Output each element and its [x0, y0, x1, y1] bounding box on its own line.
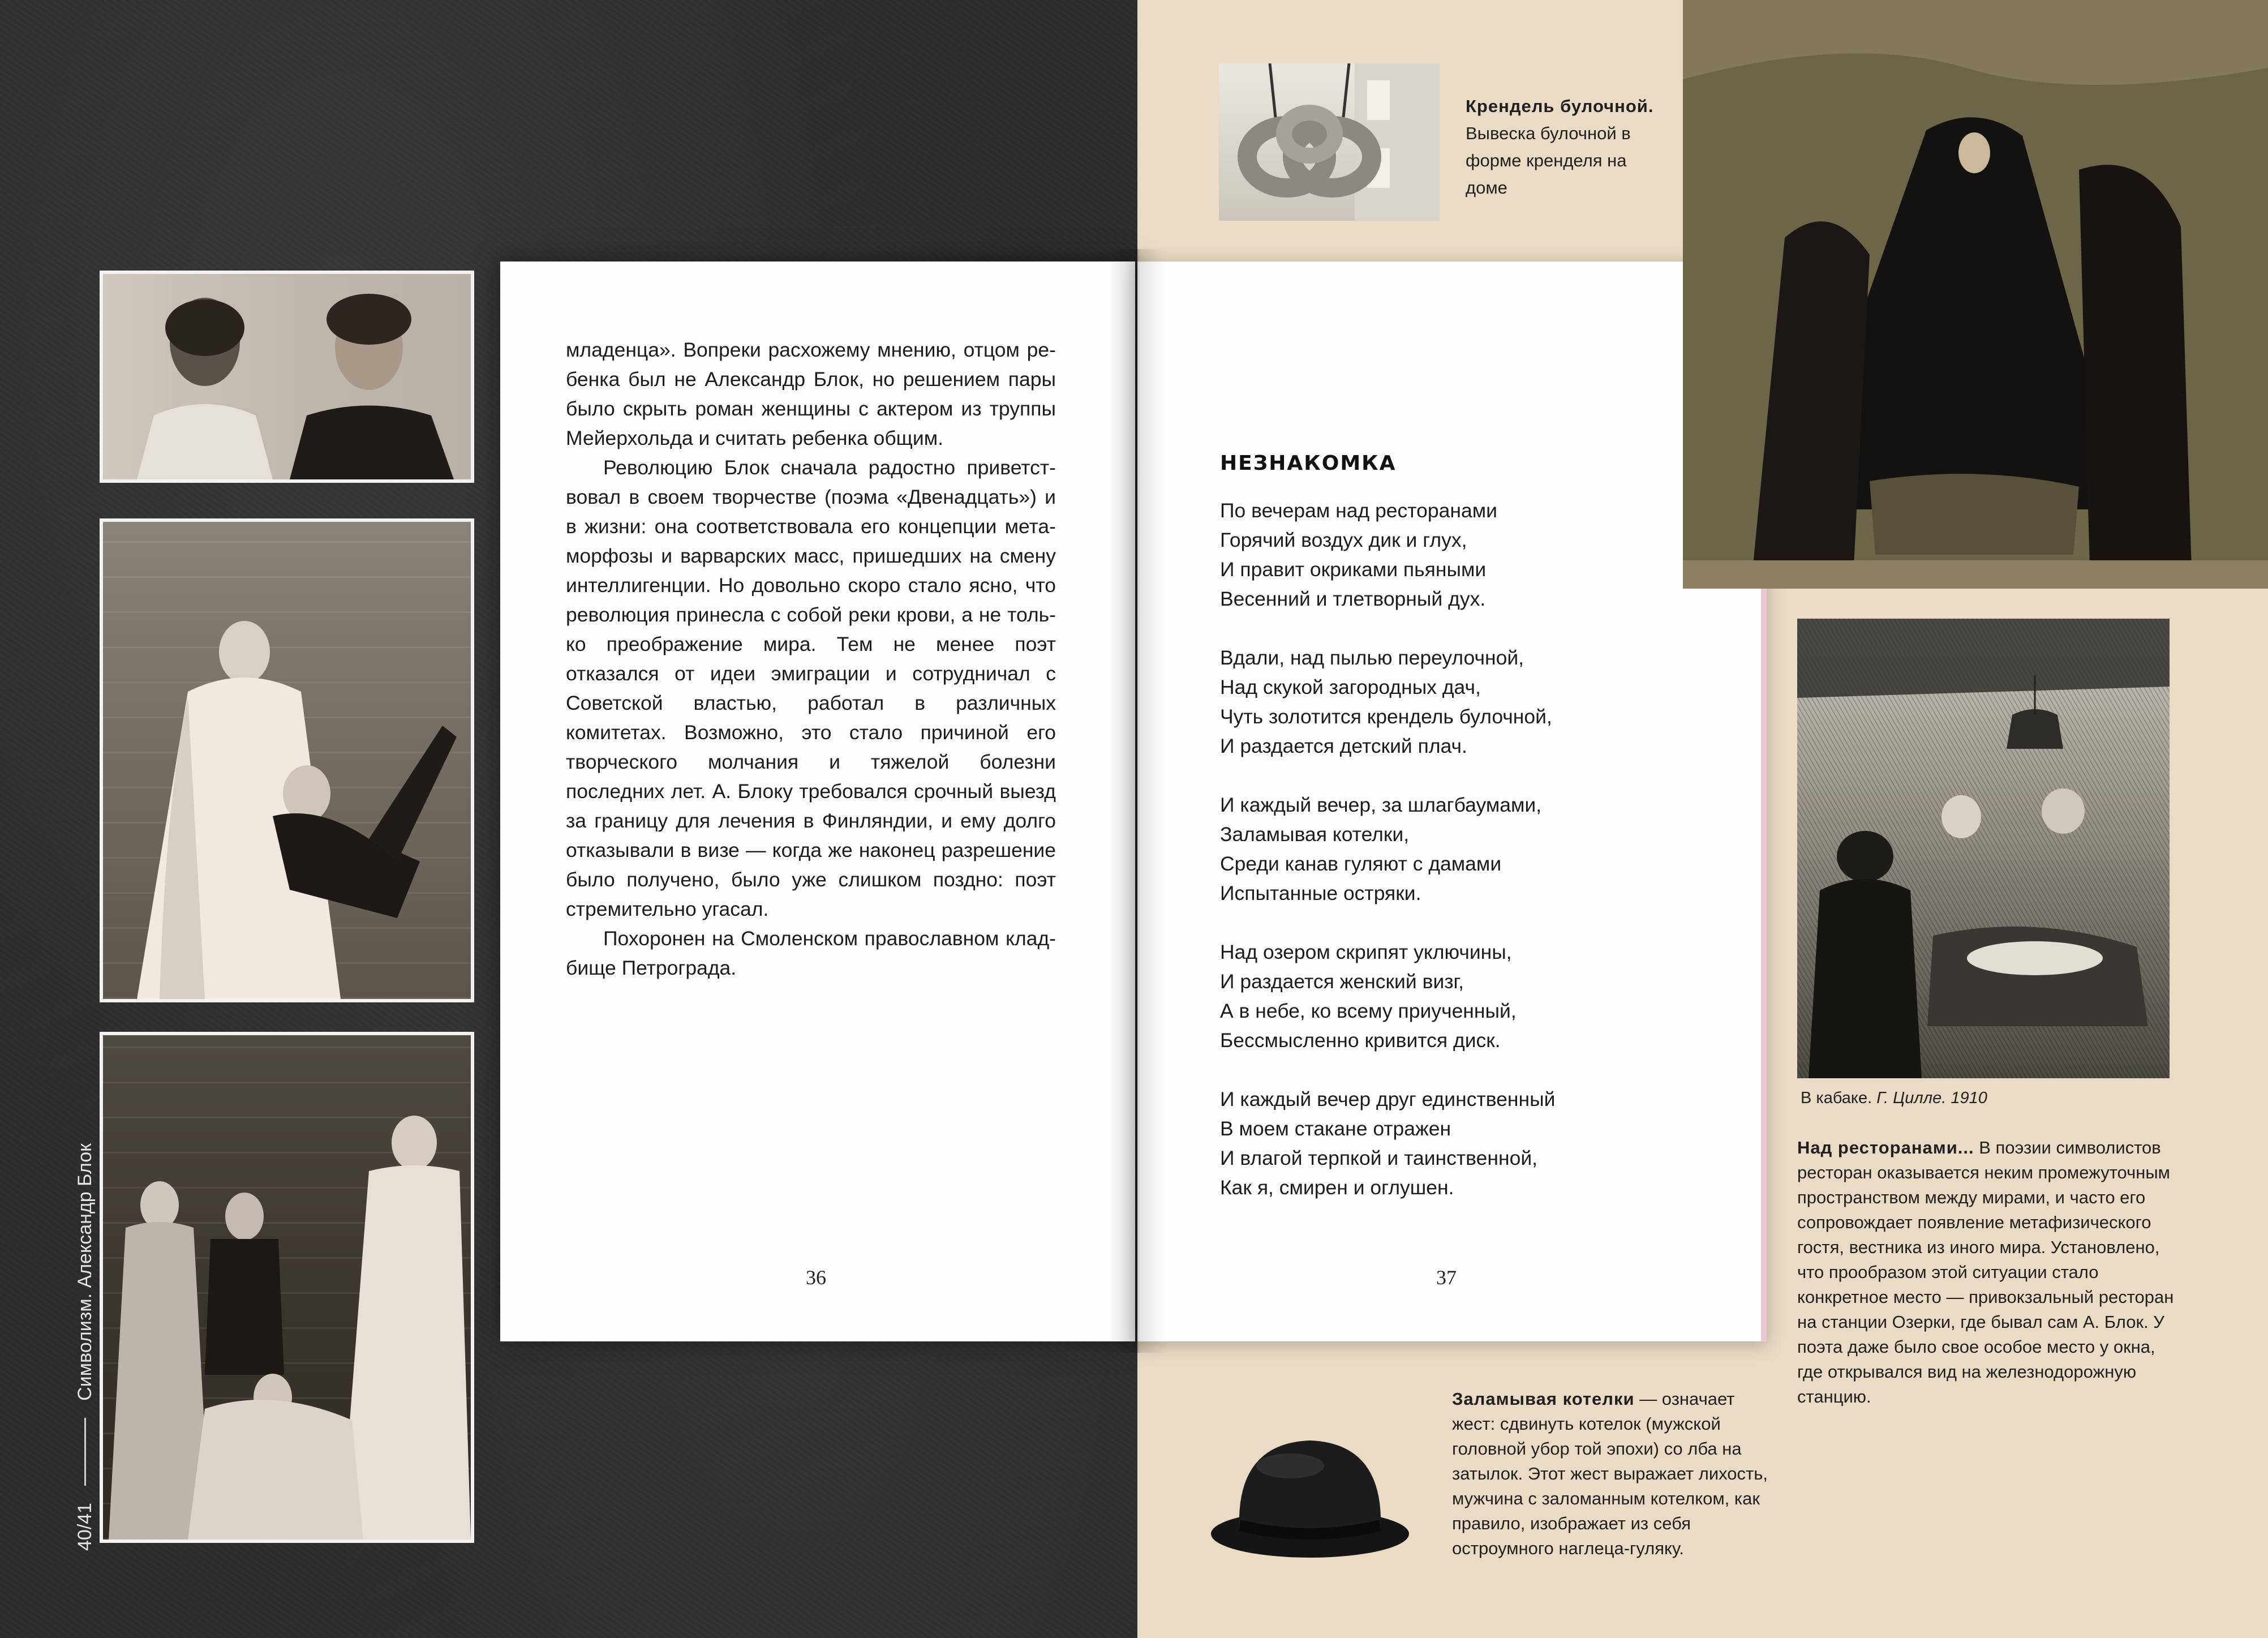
pretzel-sign-photo	[1219, 63, 1440, 221]
stranger-painting	[1683, 0, 2268, 589]
poem-line: А в небе, ко всему приученный,	[1220, 1000, 1517, 1022]
pretzel-sign-image	[1219, 63, 1440, 221]
poem-line: Весенний и тлетворный дух.	[1220, 588, 1486, 610]
page-number-left: 36	[806, 1266, 826, 1289]
stanza	[1220, 496, 1673, 614]
runner-rule	[84, 1418, 86, 1486]
pretzel-caption	[1466, 93, 1658, 201]
restaurants-caption-title: Над ресторанами...	[1797, 1138, 1974, 1157]
poem-line: Испытанные остряки.	[1220, 882, 1421, 904]
restaurants-caption-text: В поэзии символистов ресторан оказывается неким промежуточным пространством между мирами, и часто его сопровождает появление метафизического гостя, вестника из иного мира. Установлено, что прообразом этой ситуации стало конкретное место — привокзальный ресторан на станции Озерки, где бывал сам А. Блок. У поэта даже было свое особое место у окна, где открывался вид на железнодорожную станцию.	[1797, 1138, 2174, 1407]
costume-figures	[103, 522, 471, 999]
poem-line: Как я, смирен и оглушен.	[1220, 1176, 1454, 1199]
pretzel-caption-text: Вывеска булочной в форме кренделя на доме	[1466, 123, 1631, 198]
stanza	[1220, 643, 1673, 761]
poem-title: НЕЗНАКОМКА	[1220, 452, 1397, 475]
poem-line: Над озером скрипят уключины,	[1220, 941, 1512, 963]
poem-line: Над скукой загородных дач,	[1220, 676, 1481, 698]
poem-line: И раздается детский плач.	[1220, 735, 1467, 757]
hats-caption	[1452, 1387, 1769, 1561]
runner-text: Символизм. Александр Блок	[74, 1143, 96, 1401]
bowler-hat-image	[1205, 1421, 1415, 1562]
stanza	[1220, 790, 1673, 908]
drawing-caption-text: В кабаке.	[1801, 1089, 1872, 1107]
stranger-painting-image	[1683, 0, 2268, 589]
drawing-caption-author: Г. Цилле. 1910	[1876, 1089, 1987, 1107]
hats-caption-text: — означает жест: сдвинуть котелок (мужской головной убор той эпохи) со лба на затылок. Этот жест выражает лихость, мужчина с заломанным котелком, как правило, изображает из себя остроумного наглеца-гуляку.	[1452, 1389, 1768, 1558]
page-number-right: 37	[1436, 1266, 1457, 1289]
left-page-text	[566, 335, 1056, 983]
poem-line: Чуть золотится крендель булочной,	[1220, 705, 1552, 728]
book-gutter	[1109, 249, 1166, 1353]
poem-line: И влагой терпкой и таинственной,	[1220, 1147, 1538, 1169]
tavern-figures	[1797, 619, 2170, 1078]
poem-line: Заламывая котелки,	[1220, 823, 1410, 846]
poem-line: И каждый вечер друг единственный	[1220, 1088, 1556, 1110]
poem-line: Бессмысленно кривится диск.	[1220, 1029, 1501, 1052]
poem-line: Среди канав гуляют с дамами	[1220, 852, 1502, 875]
paragraph: Похоронен на Смоленском православном кладбище Петрограда.	[566, 927, 1056, 979]
poem-line: По вечерам над ресторанами	[1220, 499, 1497, 522]
pretzel-caption-title: Крендель булочной.	[1466, 96, 1654, 116]
group-figures	[103, 1035, 471, 1540]
poem-line: Горячий воздух дик и глух,	[1220, 529, 1467, 551]
costume-theatre-photo	[100, 518, 474, 1002]
stanza	[1220, 937, 1673, 1055]
stanza	[1220, 1084, 1673, 1202]
drawing-caption	[1801, 1086, 2140, 1110]
poem-line: Вдали, над пылью переулочной,	[1220, 646, 1524, 669]
couple-silhouettes	[103, 274, 471, 479]
running-header	[68, 928, 102, 1551]
poem-line: И каждый вечер, за шлагбаумами,	[1220, 794, 1542, 816]
poem-line: В моем стакане отражен	[1220, 1117, 1451, 1140]
spread-folio: 40/41	[74, 1502, 96, 1551]
poem-line: И правит окриками пьяными	[1220, 558, 1487, 581]
paragraph: младенца». Вопреки расхожему мнению, отцом ребенка был не Александр Блок, но решением пары было скрыть роман женщины с актером из труппы Мейерхольда и считать ребенка общим.	[566, 338, 1056, 449]
blok-couple-photo	[100, 271, 474, 483]
hats-caption-title: Заламывая котелки	[1452, 1389, 1635, 1409]
restaurants-caption	[1797, 1135, 2176, 1409]
zille-tavern-drawing	[1797, 619, 2170, 1078]
masquerade-group-photo	[100, 1032, 474, 1543]
poem-body	[1220, 496, 1673, 1232]
paragraph: Революцию Блок сначала радостно приветствовал в своем творчестве (поэма «Двенадцать») и в жизни: она соответствовала его концепции метаморфозы и варварских масс, пришедших на смену интеллигенции. Но довольно скоро стало ясно, что революция принесла с собой реки крови, а не только преображение мира. Тем не менее поэт отказался от идеи эмиграции и сотрудничал с Советской властью, работал в различных комитетах. Возможно, это стало причиной его творческого молчания и тяжелой болезни последних лет. А. Блоку требовался срочный выезд за границу для лечения в Финляндии, и ему долго отказывали в визе — когда же наконец разрешение было получено, было уже слишком поздно: поэт стремительно угасал.	[566, 456, 1056, 920]
poem-line: И раздается женский визг,	[1220, 970, 1464, 993]
